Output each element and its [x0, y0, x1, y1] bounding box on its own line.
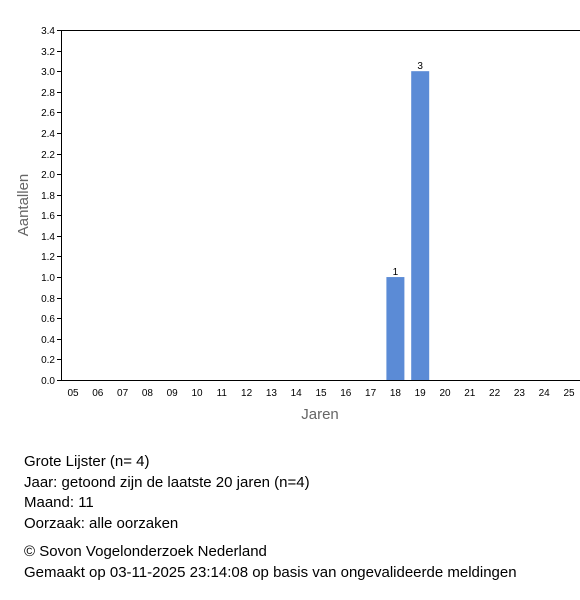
y-tick-label: 0.2 — [41, 355, 55, 366]
y-tick-label: 0.6 — [41, 314, 55, 325]
x-tick-label: 05 — [67, 388, 79, 399]
x-axis — [61, 381, 580, 400]
x-tick-label: 21 — [464, 388, 476, 399]
info-block — [24, 452, 310, 534]
x-tick-label: 13 — [265, 388, 277, 399]
cause-line: Oorzaak: alle oorzaken — [24, 514, 179, 532]
y-tick-label: 2.8 — [41, 88, 55, 99]
y-tick-label: 1.0 — [41, 273, 55, 284]
y-axis — [41, 26, 580, 387]
y-tick-label: 2.6 — [41, 108, 55, 119]
x-tick-label: 06 — [92, 388, 104, 399]
y-tick-label: 1.4 — [41, 232, 55, 243]
x-tick-label: 12 — [241, 388, 253, 399]
y-tick-label: 3.4 — [41, 26, 55, 37]
x-tick-label: 09 — [166, 388, 178, 399]
x-tick-label: 17 — [365, 388, 377, 399]
y-tick-label: 0.4 — [41, 335, 55, 346]
x-tick-label: 20 — [439, 388, 451, 399]
y-tick-label: 2.2 — [41, 150, 55, 161]
y-tick-label: 0.0 — [41, 376, 55, 387]
x-axis-title: Jaren — [301, 406, 339, 423]
y-tick-label: 2.0 — [41, 170, 55, 181]
x-tick-label: 19 — [414, 388, 426, 399]
x-tick-label: 23 — [513, 388, 525, 399]
x-tick-label: 10 — [191, 388, 203, 399]
y-tick-label: 3.2 — [41, 47, 55, 58]
copyright-line: © Sovon Vogelonderzoek Nederland — [24, 543, 267, 560]
x-tick-label: 15 — [315, 388, 327, 399]
y-axis-title: Aantallen — [15, 173, 32, 237]
x-tick-label: 22 — [489, 388, 501, 399]
y-tick-label: 0.8 — [41, 294, 55, 305]
x-tick-label: 11 — [216, 388, 227, 399]
x-tick-label: 14 — [290, 388, 302, 399]
bar-data-label: 1 — [392, 267, 399, 279]
bars — [386, 61, 429, 380]
made-line: Gemaakt op 03-11-2025 23:14:08 op basis van ongevalideerde meldingen — [24, 563, 517, 581]
x-tick-label: 07 — [117, 388, 129, 399]
x-tick-label: 16 — [340, 388, 352, 399]
year-line: Jaar: getoond zijn de laatste 20 jaren (n=4) — [24, 473, 310, 491]
month-line: Maand: 11 — [24, 494, 94, 511]
y-tick-label: 2.4 — [41, 129, 55, 140]
y-tick-label: 1.2 — [41, 252, 55, 263]
x-tick-label: 25 — [563, 388, 575, 399]
x-tick-label: 24 — [538, 388, 550, 399]
species-line: Grote Lijster (n= 4) — [24, 453, 150, 470]
bar — [411, 71, 429, 380]
bar-data-label: 3 — [417, 61, 423, 73]
x-tick-label: 08 — [141, 388, 153, 399]
y-tick-label: 1.8 — [41, 191, 55, 202]
credit-block — [24, 542, 517, 583]
x-tick-label: 18 — [389, 388, 401, 399]
y-tick-label: 3.0 — [41, 67, 55, 78]
bar — [386, 277, 404, 380]
y-tick-label: 1.6 — [41, 211, 55, 222]
